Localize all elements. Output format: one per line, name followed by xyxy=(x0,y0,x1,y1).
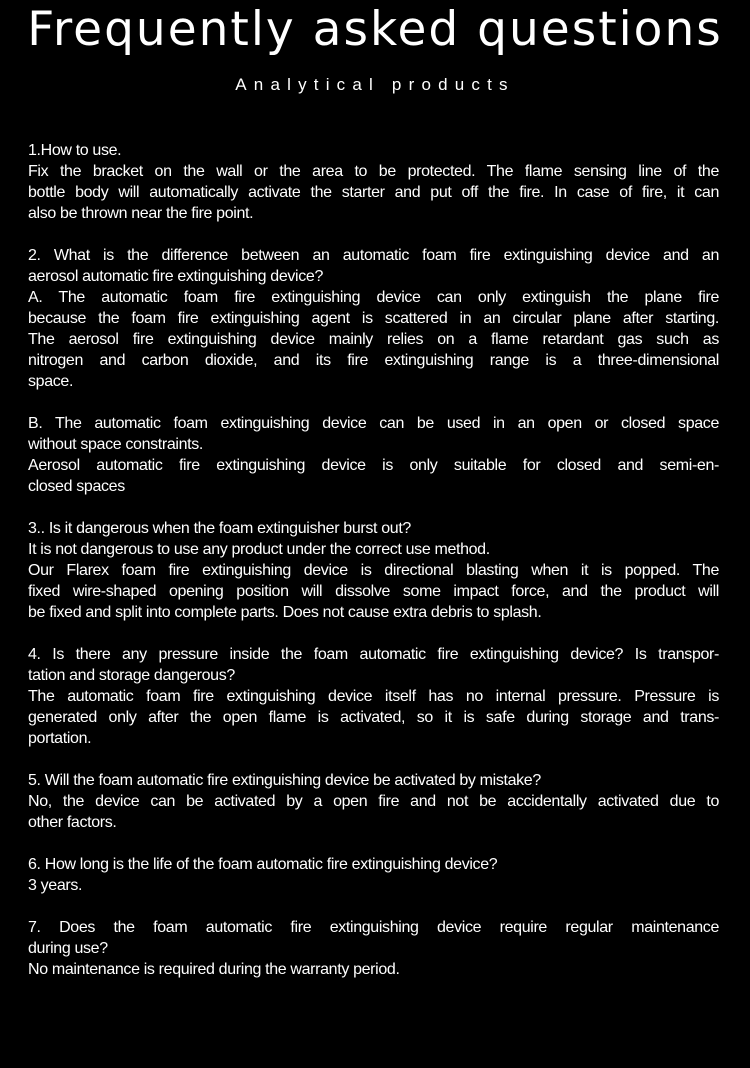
text-line: 7. Does the foam automatic fire extinguishing device require regular maintenance xyxy=(28,919,719,936)
faq-section-4 xyxy=(28,518,719,623)
text-line: The aerosol fire extinguishing device mainly relies on a flame retardant gas such as xyxy=(28,331,719,348)
text-line: Our Flarex foam fire extinguishing device is directional blasting when it is popped. The xyxy=(28,562,719,579)
faq-question xyxy=(28,770,719,791)
text-line: bottle body will automatically activate the starter and put off the fire. In case of fire, it can xyxy=(28,184,719,201)
text-line: 3 years. xyxy=(28,877,83,894)
text-line: 5. Will the foam automatic fire extinguishing device be activated by mistake? xyxy=(28,772,541,789)
text-line: because the foam fire extinguishing agent is scattered in an circular plane after starting. xyxy=(28,310,719,327)
text-line: 1.How to use. xyxy=(28,142,122,159)
text-line: nitrogen and carbon dioxide, and its fire extinguishing range is a three-dimensional xyxy=(28,352,719,369)
faq-question xyxy=(28,854,719,875)
faq-answer xyxy=(28,560,719,623)
faq-question xyxy=(28,245,719,287)
faq-question xyxy=(28,518,719,539)
text-line: No, the device can be activated by a open fire and not be accidentally activated due to xyxy=(28,793,719,810)
text-line: other factors. xyxy=(28,814,117,831)
text-line: closed spaces xyxy=(28,478,125,495)
faq-section-1 xyxy=(28,140,719,224)
text-line: No maintenance is required during the warranty period. xyxy=(28,961,400,978)
text-line: 2. What is the difference between an automatic foam fire extinguishing device and an xyxy=(28,247,719,264)
text-line: 4. Is there any pressure inside the foam automatic fire extinguishing device? Is transpor- xyxy=(28,646,719,663)
faq-section-8 xyxy=(28,917,719,980)
page-title: Frequently asked questions xyxy=(27,2,723,57)
faq-answer xyxy=(28,686,719,749)
faq-content xyxy=(28,140,719,1001)
text-line: tation and storage dangerous? xyxy=(28,667,235,684)
text-line: 3.. Is it dangerous when the foam extinguisher burst out? xyxy=(28,520,411,537)
text-line: The automatic foam fire extinguishing device itself has no internal pressure. Pressure is xyxy=(28,688,719,705)
faq-answer xyxy=(28,791,719,833)
text-line: Fix the bracket on the wall or the area to be protected. The flame sensing line of the xyxy=(28,163,719,180)
text-line: portation. xyxy=(28,730,92,747)
faq-section-3 xyxy=(28,413,719,497)
text-line: aerosol automatic fire extinguishing device? xyxy=(28,268,323,285)
faq-question xyxy=(28,413,719,455)
faq-answer xyxy=(28,875,719,896)
text-line: It is not dangerous to use any product under the correct use method. xyxy=(28,541,490,558)
faq-answer xyxy=(28,287,719,392)
faq-answer xyxy=(28,539,719,560)
faq-answer xyxy=(28,161,719,224)
faq-answer xyxy=(28,959,719,980)
text-line: without space constraints. xyxy=(28,436,203,453)
text-line: during use? xyxy=(28,940,108,957)
text-line: A. The automatic foam fire extinguishing device can only extinguish the plane fire xyxy=(28,289,719,306)
faq-section-7 xyxy=(28,854,719,896)
faq-section-6 xyxy=(28,770,719,833)
text-line: 6. How long is the life of the foam automatic fire extinguishing device? xyxy=(28,856,498,873)
text-line: Aerosol automatic fire extinguishing device is only suitable for closed and semi-en- xyxy=(28,457,719,474)
faq-question xyxy=(28,917,719,959)
text-line: generated only after the open flame is activated, so it is safe during storage and trans- xyxy=(28,709,719,726)
page-subtitle: Analytical products xyxy=(235,75,515,94)
text-line: B. The automatic foam extinguishing device can be used in an open or closed space xyxy=(28,415,719,432)
text-line: be fixed and split into complete parts. Does not cause extra debris to splash. xyxy=(28,604,542,621)
faq-question xyxy=(28,140,719,161)
text-line: space. xyxy=(28,373,74,390)
faq-question xyxy=(28,644,719,686)
faq-section-5 xyxy=(28,644,719,749)
faq-answer xyxy=(28,455,719,497)
text-line: fixed wire-shaped opening position will dissolve some impact force, and the product will xyxy=(28,583,719,600)
faq-section-2 xyxy=(28,245,719,392)
text-line: also be thrown near the fire point. xyxy=(28,205,254,222)
